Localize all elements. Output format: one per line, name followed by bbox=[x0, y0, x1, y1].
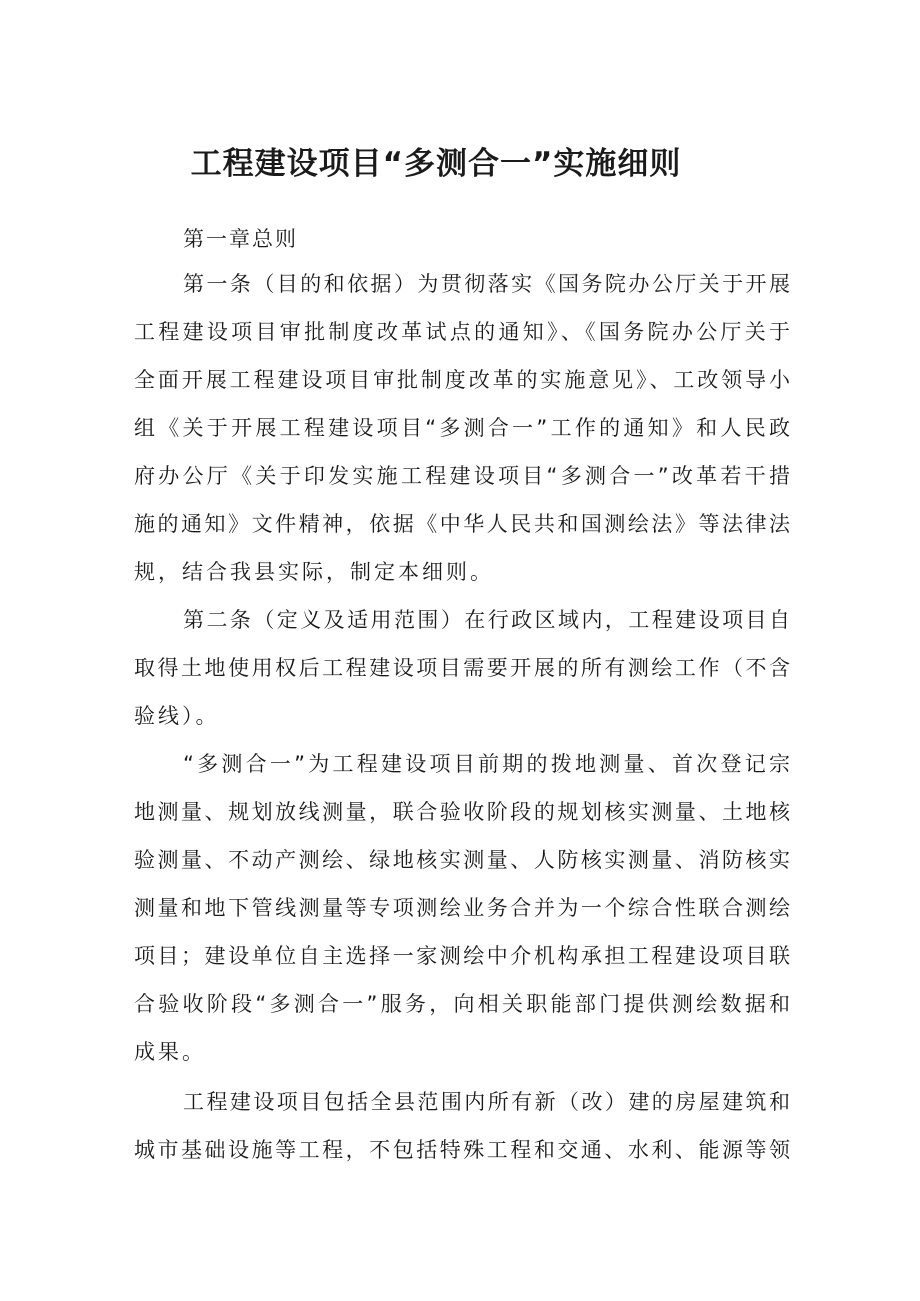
text-line: 全面开展工程建设项目审批制度改革的实施意见》、工改领导小 bbox=[134, 368, 790, 392]
text-line: 验线）。 bbox=[134, 704, 220, 728]
text-line: 城市基础设施等工程，不包括特殊工程和交通、水利、能源等领 bbox=[134, 1138, 790, 1162]
text-line: 第二条（定义及适用范围）在行政区域内，工程建设项目自 bbox=[183, 608, 790, 632]
document-title: 工程建设项目“多测合一”实施细则 bbox=[190, 146, 682, 182]
text-line: 取得土地使用权后工程建设项目需要开展的所有测绘工作（不含 bbox=[134, 656, 790, 680]
text-line: 施的通知》文件精神，依据《中华人民共和国测绘法》等法律法 bbox=[134, 512, 790, 536]
text-line: 府办公厅《关于印发实施工程建设项目“多测合一”改革若干措 bbox=[134, 464, 790, 488]
paragraph-article-2 bbox=[134, 596, 790, 740]
text-line: 工程建设项目包括全县范围内所有新（改）建的房屋建筑和 bbox=[183, 1090, 790, 1114]
paragraph-definition bbox=[134, 740, 790, 1076]
text-line: 第一条（目的和依据）为贯彻落实《国务院办公厅关于开展 bbox=[183, 272, 790, 296]
text-line: 测量和地下管线测量等专项测绘业务合并为一个综合性联合测绘 bbox=[134, 896, 790, 920]
text-line: “多测合一”为工程建设项目前期的拨地测量、首次登记宗 bbox=[183, 752, 790, 776]
text-line: 验测量、不动产测绘、绿地核实测量、人防核实测量、消防核实 bbox=[134, 848, 790, 872]
text-line: 项目；建设单位自主选择一家测绘中介机构承担工程建设项目联 bbox=[134, 944, 790, 968]
text-line: 成果。 bbox=[134, 1040, 206, 1064]
text-line: 组《关于开展工程建设项目“多测合一”工作的通知》和人民政 bbox=[134, 416, 790, 440]
chapter-heading: 第一章总则 bbox=[183, 227, 298, 251]
paragraph-scope bbox=[134, 1078, 790, 1174]
text-line: 地测量、规划放线测量，联合验收阶段的规划核实测量、土地核 bbox=[134, 800, 790, 824]
text-line: 合验收阶段“多测合一”服务，向相关职能部门提供测绘数据和 bbox=[134, 992, 790, 1016]
paragraph-article-1 bbox=[134, 260, 790, 596]
text-line: 规，结合我县实际，制定本细则。 bbox=[134, 560, 494, 584]
text-line: 工程建设项目审批制度改革试点的通知》、《国务院办公厅关于 bbox=[134, 320, 790, 344]
